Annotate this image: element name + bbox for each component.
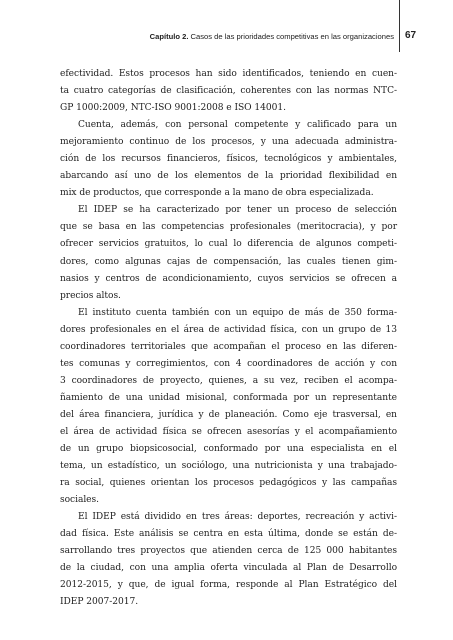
text-line: tes comunas y corregimientos, con 4 coordinadores de acción y con xyxy=(60,358,397,369)
page-number: 67 xyxy=(405,30,417,41)
text-line: dores profesionales en el área de actividad física, con un grupo de 13 xyxy=(60,324,397,335)
text-line: GP 1000:2009, NTC-ISO 9001:2008 e ISO 14001. xyxy=(60,103,286,114)
text-line: del área financiera, jurídica y de planeación. Como eje trasversal, en xyxy=(60,409,397,420)
header-divider xyxy=(399,0,400,52)
text-line: que se basa en las competencias profesionales (meritocracia), y por xyxy=(60,222,397,233)
text-line: 2012-2015, y que, de igual forma, responde al Plan Estratégico del xyxy=(60,580,397,591)
text-line: El instituto cuenta también con un equipo de más de 350 forma- xyxy=(78,307,397,318)
text-line: Cuenta, además, con personal competente y calificado para un xyxy=(78,120,397,131)
text-line: 3 coordinadores de proyecto, quienes, a su vez, reciben el acompa- xyxy=(60,375,397,386)
text-line: el área de actividad física se ofrecen asesorías y el acompañamiento xyxy=(60,426,397,437)
text-line: nasios y centros de acondicionamiento, cuyos servicios se ofrecen a xyxy=(60,273,397,284)
text-line: ñamiento de una unidad misional, conformada por un representante xyxy=(60,392,397,403)
text-line: ofrecer servicios gratuitos, lo cual lo diferencia de algunos competi- xyxy=(60,239,397,250)
text-line: tema, un estadístico, un sociólogo, una nutricionista y una trabajado- xyxy=(60,461,397,472)
text-line: efectividad. Estos procesos han sido identificados, teniendo en cuen- xyxy=(60,69,397,79)
text-line: dores, como algunas cajas de compensación, las cuales tienen gim- xyxy=(60,256,397,267)
text-line: ción de los recursos financieros, físicos, tecnológicos y ambientales, xyxy=(60,154,397,165)
chapter-label: Capítulo 2. xyxy=(149,32,189,41)
text-line: ra social, quienes orientan los procesos pedagógicos y las campañas xyxy=(60,478,397,489)
text-line: El IDEP se ha caracterizado por tener un proceso de selección xyxy=(78,205,397,216)
text-line: coordinadores territoriales que acompañan el proceso en las diferen- xyxy=(60,341,397,352)
text-line: mix de productos, que corresponde a la mano de obra especializada. xyxy=(60,188,374,199)
text-line: mejoramiento continuo de los procesos, y una adecuada administra- xyxy=(60,137,397,148)
body-text xyxy=(60,66,397,612)
text-line: IDEP 2007-2017. xyxy=(60,597,139,608)
text-line: sociales. xyxy=(60,495,99,506)
text-line: sarrollando tres proyectos que atienden cerca de 125 000 habitantes xyxy=(60,546,397,557)
text-line: El IDEP está dividido en tres áreas: deportes, recreación y activi- xyxy=(78,512,397,523)
text-line: precios altos. xyxy=(60,290,121,301)
text-line: abarcando así uno de los elementos de la prioridad flexibilidad en xyxy=(60,171,397,182)
chapter-title: Casos de las prioridades competitivas en las organizaciones xyxy=(188,32,394,41)
running-header xyxy=(60,32,394,41)
text-line: ta cuatro categorías de clasificación, coherentes con las normas NTC- xyxy=(60,86,397,97)
text-line: dad física. Este análisis se centra en esta última, donde se están de- xyxy=(60,529,397,540)
text-line: de la ciudad, con una amplia oferta vinculada al Plan de Desarrollo xyxy=(60,563,397,574)
text-line: de un grupo biopsicosocial, conformado por una especialista en el xyxy=(60,444,397,455)
